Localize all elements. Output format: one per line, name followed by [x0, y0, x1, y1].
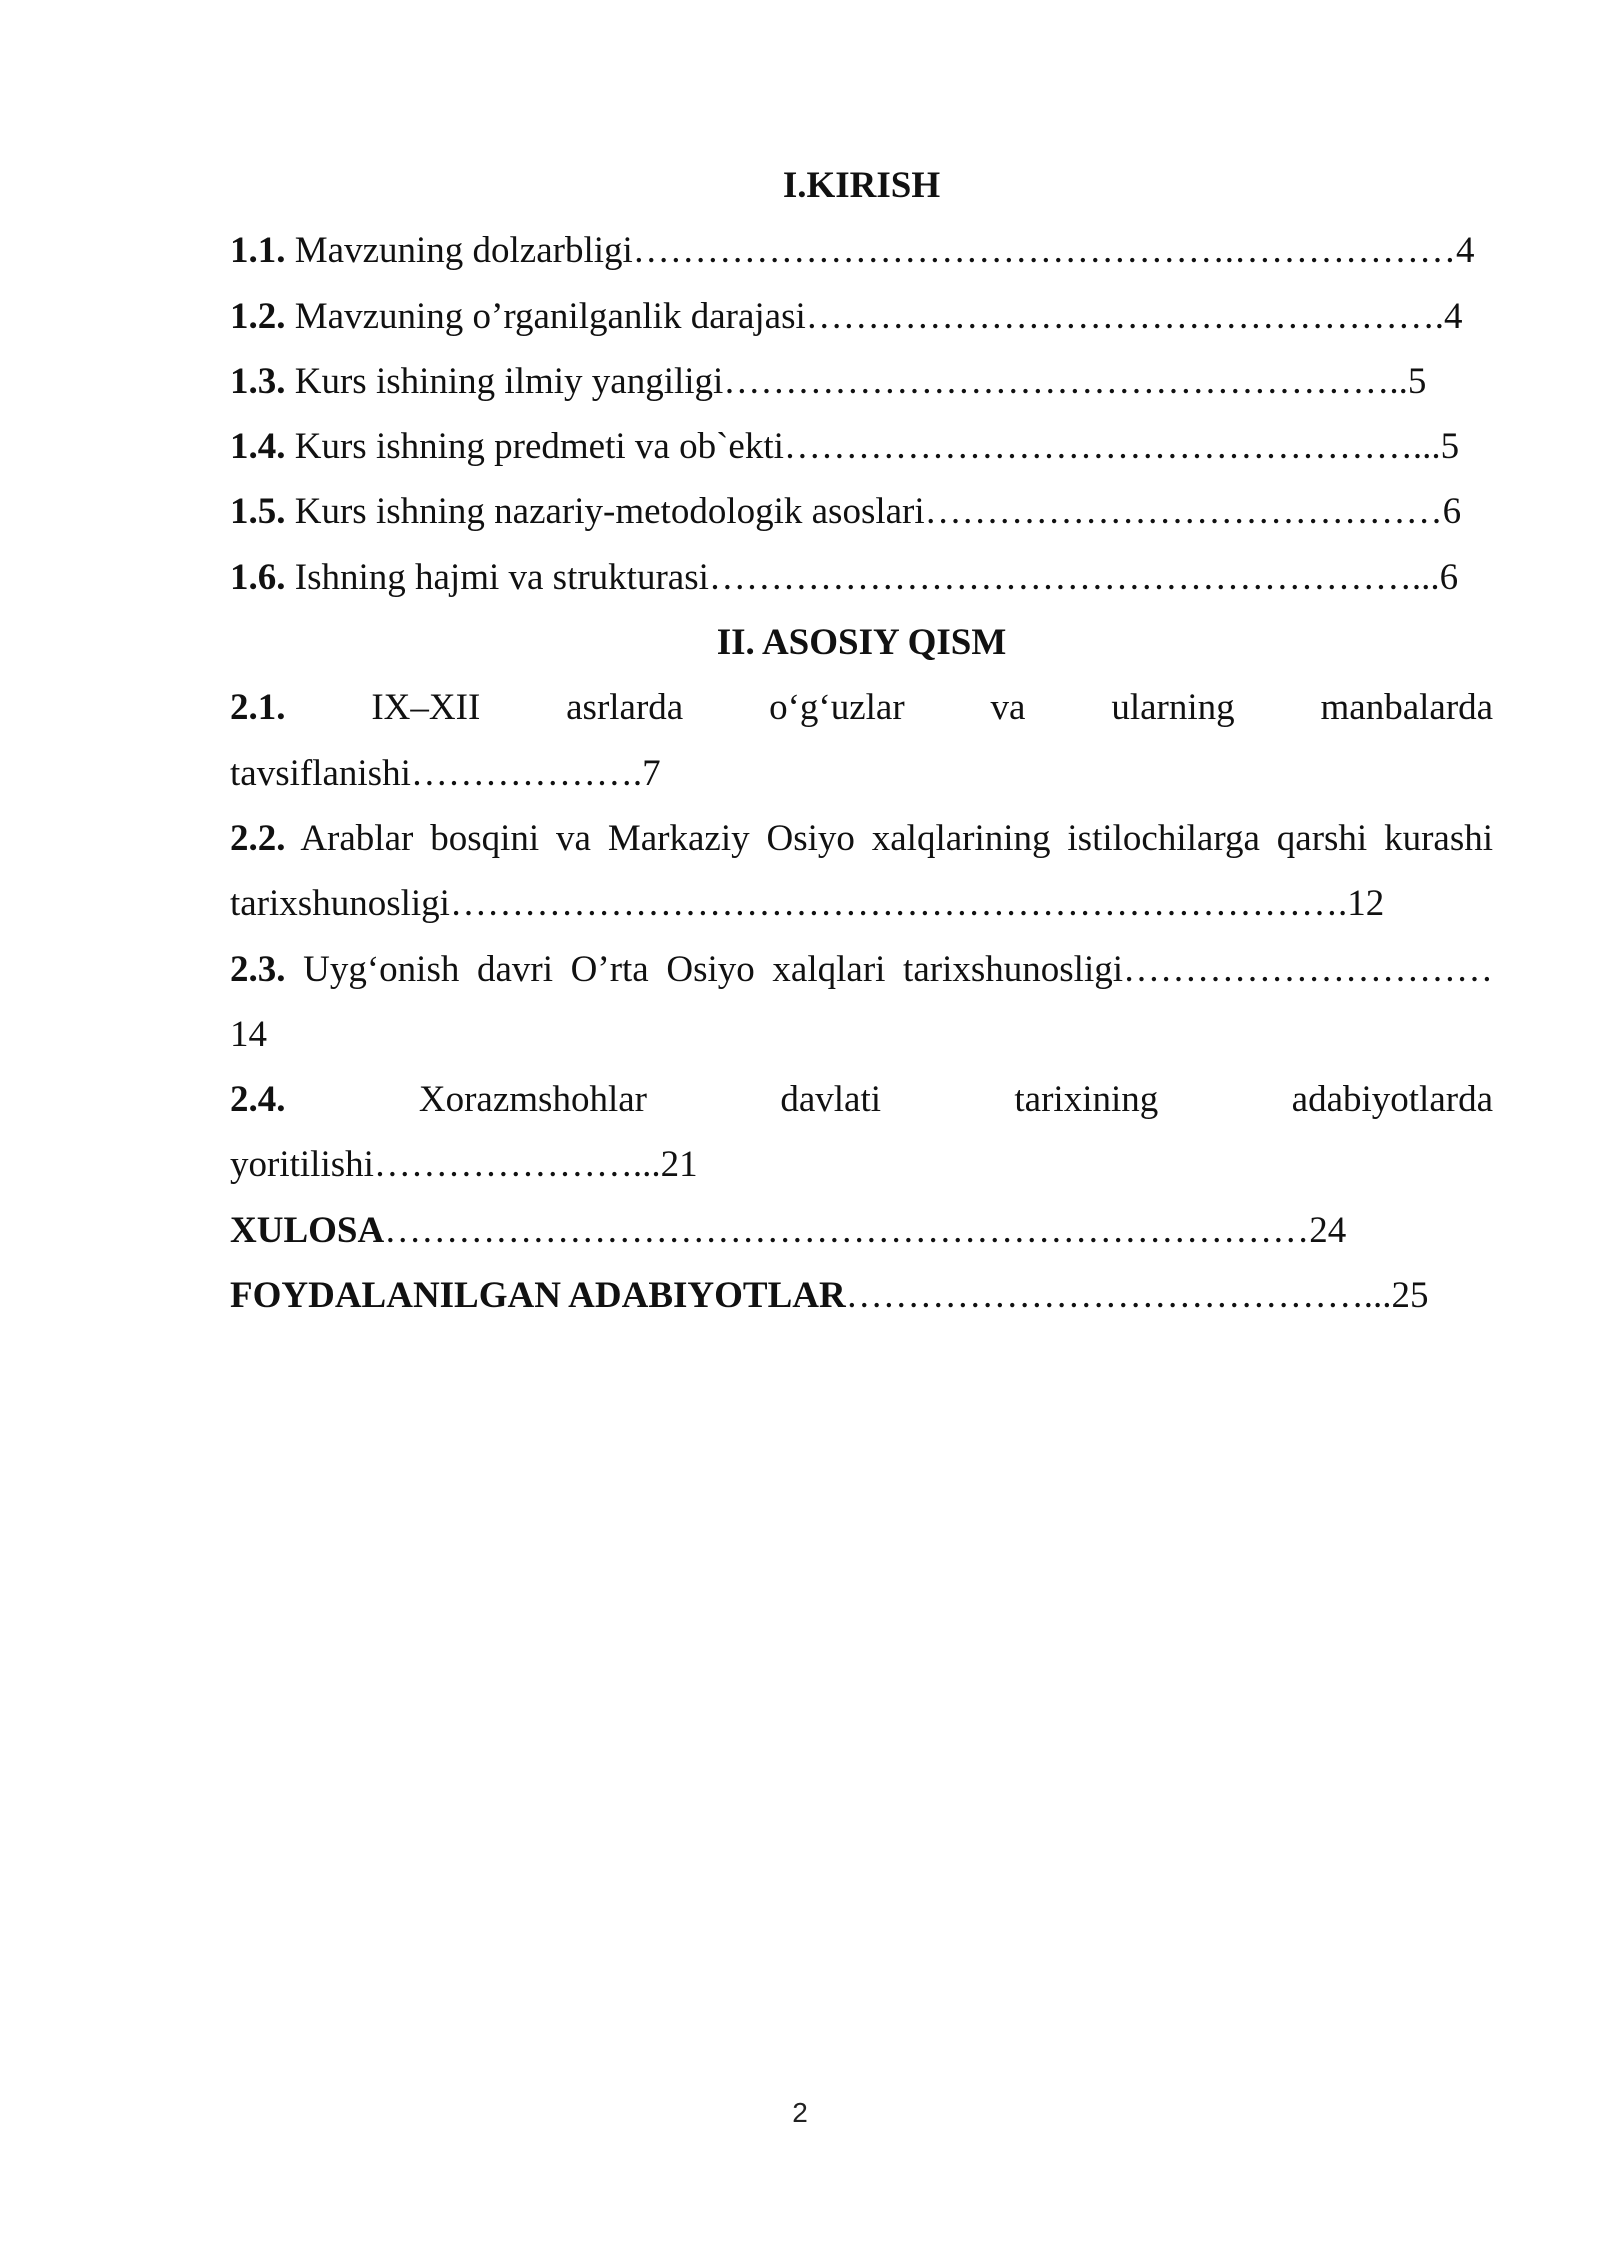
section-heading-kirish: I.KIRISH [782, 165, 941, 206]
entry-number: 1.4. [230, 426, 286, 468]
entry-number: 1.3. [230, 360, 286, 402]
toc-entry-1-4 [230, 414, 1493, 479]
entry-number: 2.3. [230, 948, 286, 990]
toc-entry-1-6 [230, 545, 1493, 610]
entry-number: 1.6. [230, 556, 286, 598]
entry-leader: …………………………………………………………………24 [384, 1209, 1347, 1251]
entry-text: Mavzuning dolzarbligi………………………………………….………………4 [285, 230, 1475, 272]
entry-word: adabiyotlarda [1291, 1079, 1493, 1121]
entry-text: Arablar bosqini va Markaziy Osiyo xalqlarining istilochilarga qarshi kurashi [285, 817, 1493, 859]
toc-entry-1-5 [230, 479, 1493, 544]
entry-number: 2.4. [230, 1079, 286, 1121]
entry-word: IX–XII [371, 687, 481, 729]
toc-entry-2-2-continuation: tarixshunosligi……………………………………………………………….12 [230, 883, 1385, 925]
entry-number: 2.2. [230, 817, 286, 859]
entry-word: manbalarda [1320, 687, 1493, 729]
entry-text: Uyg‘onish davri O’rta Osiyo xalqlari tarixshunosligi………………………… [285, 948, 1493, 990]
entry-number: 2.1. [230, 687, 286, 729]
entry-word: o‘g‘uzlar [769, 687, 905, 729]
toc-entry-2-1 [230, 675, 1493, 740]
entry-text: Kurs ishning predmeti va ob`ekti……………………………………………...5 [285, 426, 1460, 468]
toc-entry-2-4 [230, 1067, 1493, 1132]
entry-text: Kurs ishining ilmiy yangiligi………………………………………………..5 [285, 360, 1427, 402]
entry-number: 1.1. [230, 230, 286, 272]
entry-leader: ……………………………………...25 [845, 1275, 1429, 1317]
toc-entry-xulosa [230, 1198, 1493, 1263]
toc-entry-2-4-continuation: yoritilishi…………………...21 [230, 1144, 698, 1186]
toc-entry-2-2 [230, 806, 1493, 871]
entry-word: asrlarda [566, 687, 684, 729]
table-of-contents [230, 153, 1493, 1328]
entry-label: XULOSA [230, 1209, 385, 1251]
entry-word: tarixining [1014, 1079, 1159, 1121]
page-number: 2 [792, 2097, 808, 2128]
entry-label: FOYDALANILGAN ADABIYOTLAR [230, 1275, 846, 1317]
entry-word: Xorazmshohlar [418, 1079, 647, 1121]
entry-word: davlati [780, 1079, 882, 1121]
entry-word: va [990, 687, 1026, 729]
entry-text: Ishning hajmi va strukturasi…………………………………………………...6 [285, 556, 1459, 598]
toc-entry-2-3-continuation: 14 [230, 1013, 267, 1055]
toc-entry-2-3 [230, 937, 1493, 1002]
toc-entry-1-3 [230, 349, 1493, 414]
toc-entry-1-2 [230, 284, 1493, 349]
toc-entry-1-1 [230, 218, 1493, 283]
toc-entry-2-1-continuation: tavsiflanishi……………….7 [230, 752, 661, 794]
entry-text: Kurs ishning nazariy-metodologik asoslari……………………………………6 [285, 491, 1462, 533]
entry-number: 1.5. [230, 491, 286, 533]
entry-word: ularning [1111, 687, 1235, 729]
section-heading-asosiy-qism: II. ASOSIY QISM [716, 622, 1007, 664]
entry-number: 1.2. [230, 295, 286, 337]
toc-entry-adabiyotlar [230, 1263, 1493, 1328]
entry-text: Mavzuning o’rganilganlik darajasi…………………………………………….4 [285, 295, 1463, 337]
